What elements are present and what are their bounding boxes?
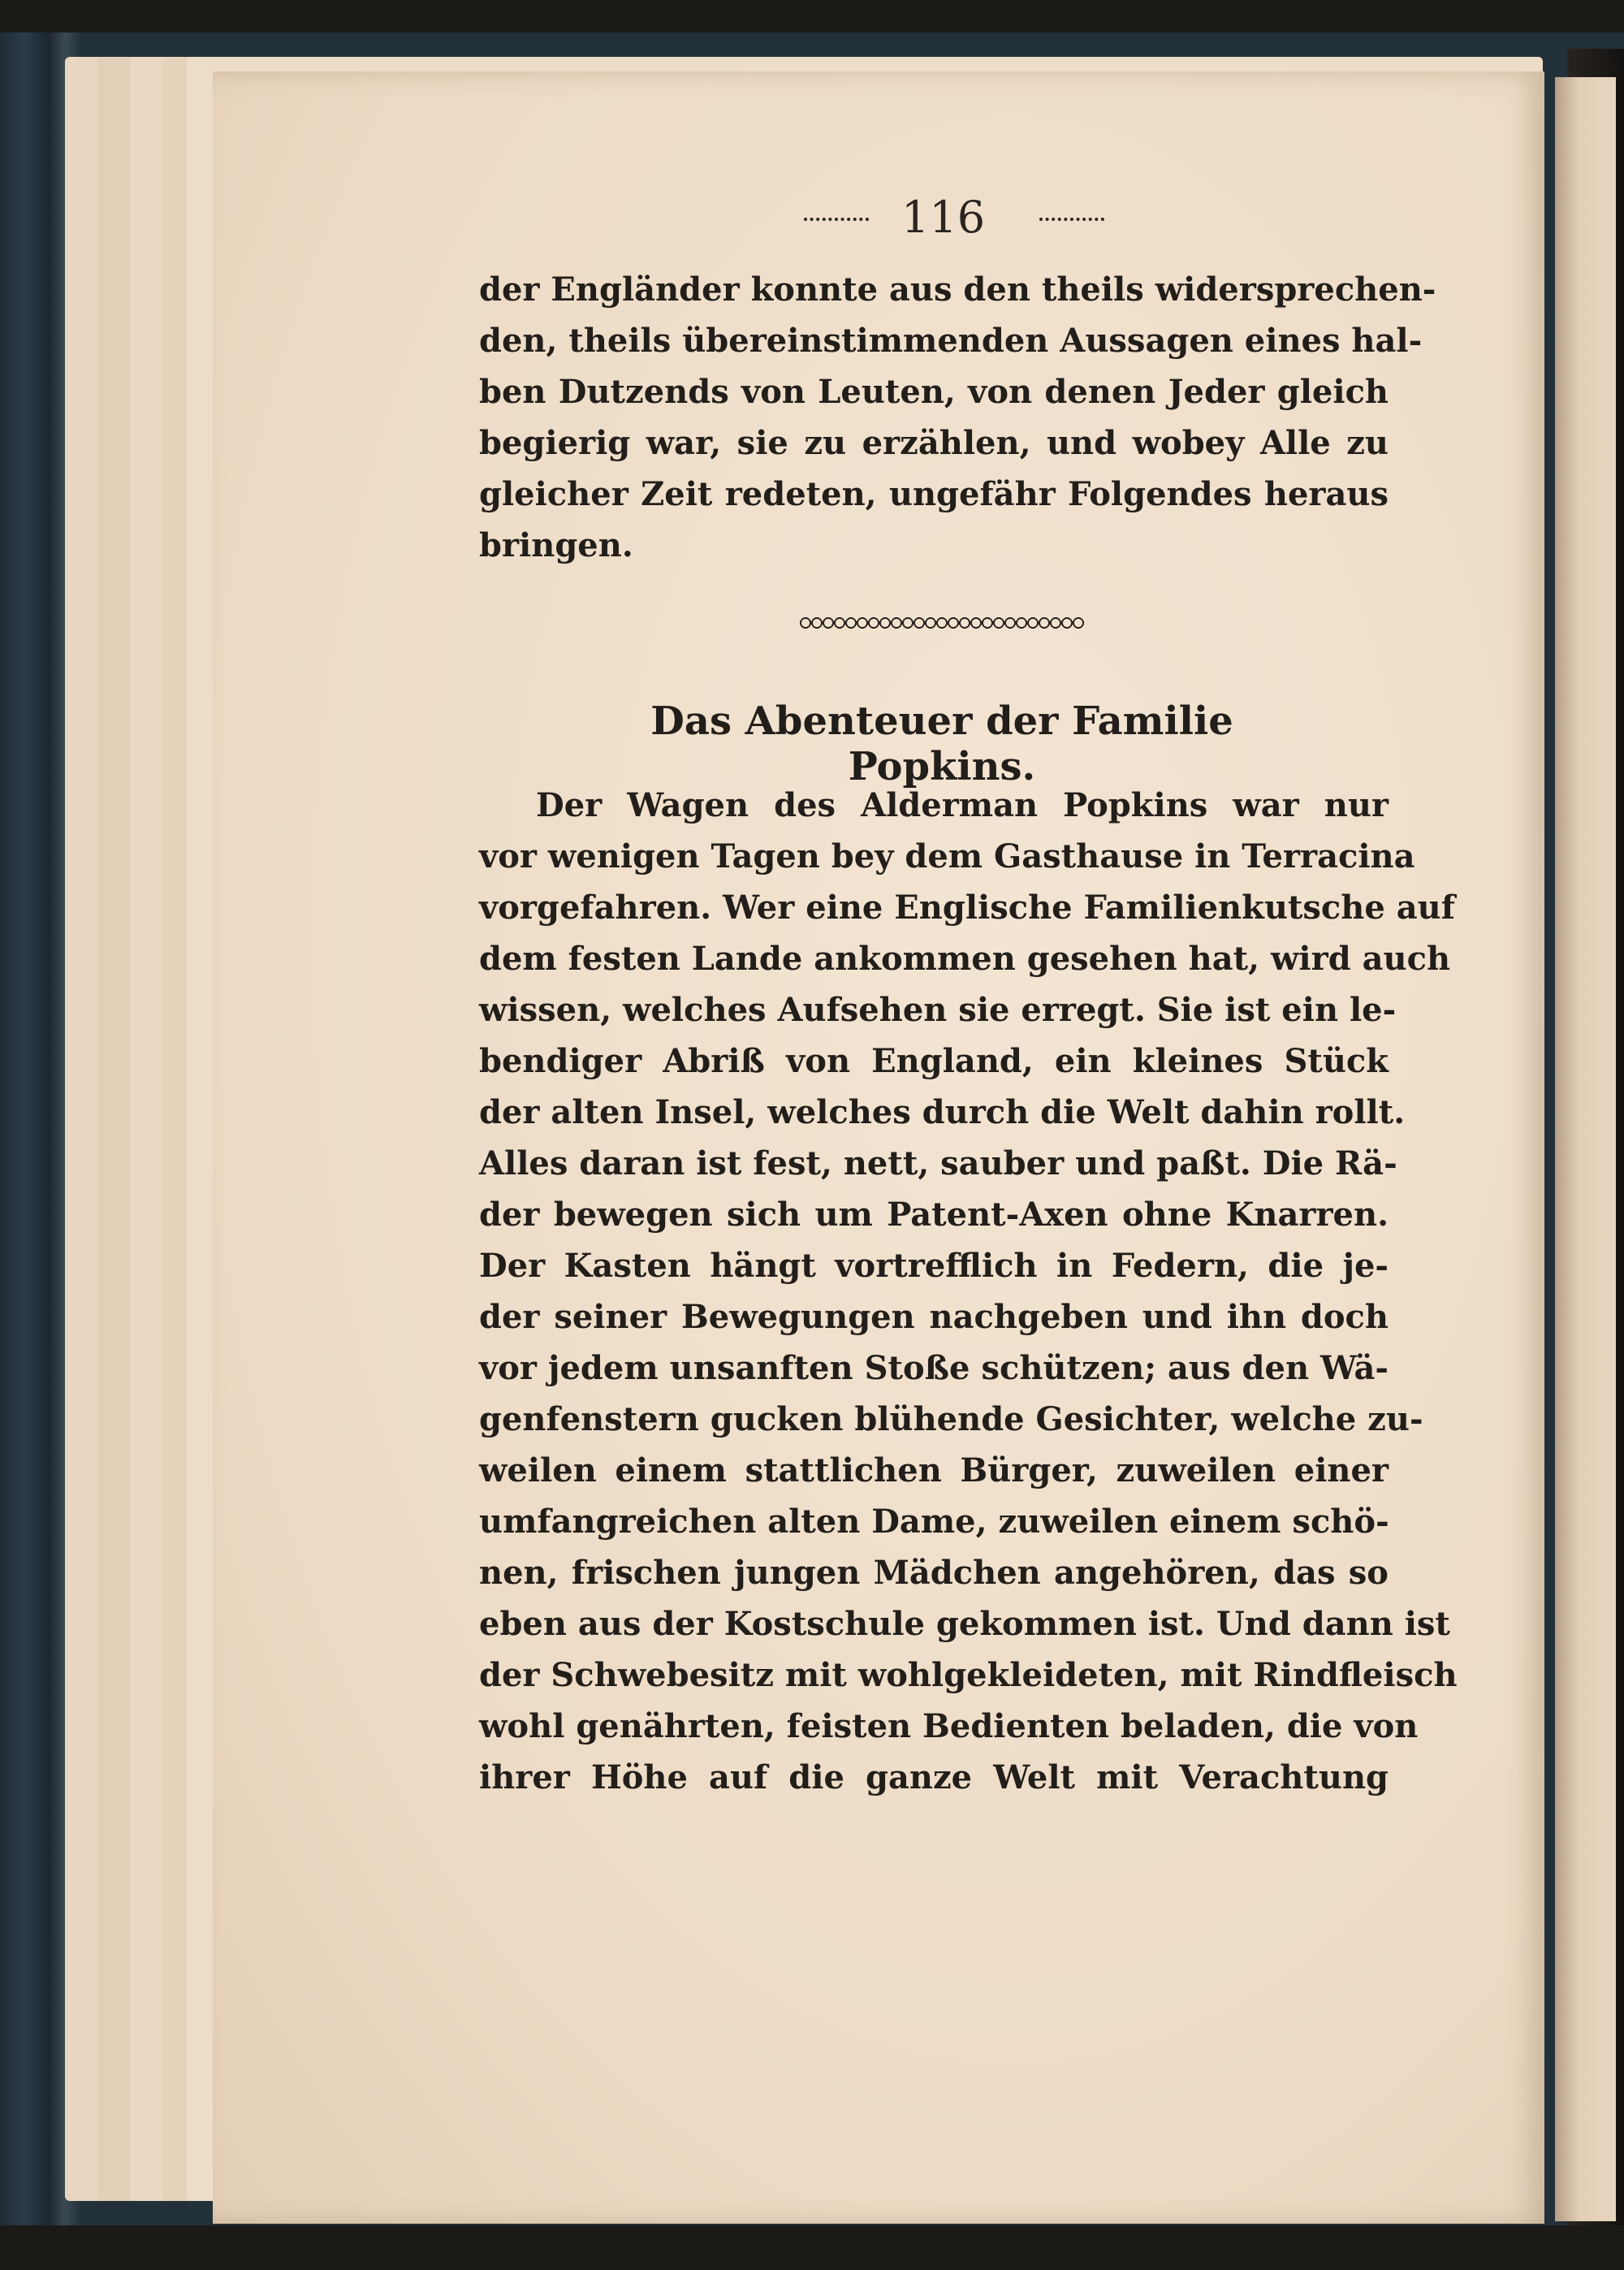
text-line: vor jedem unsanften Stoße schützen; aus den Wä- <box>479 1349 1389 1387</box>
text-line: der bewegen sich um Patent-Axen ohne Knarren. <box>479 1196 1389 1234</box>
intro-paragraph <box>479 264 1436 571</box>
text-line: wissen, welches Aufsehen sie erregt. Sie ist ein le- <box>479 991 1397 1029</box>
body-paragraph <box>479 780 1458 1803</box>
facing-page-edge <box>1555 77 1616 2221</box>
text-line: nen, frischen jungen Mädchen angehören, das so <box>479 1554 1389 1592</box>
text-line: den, theils übereinstimmenden Aussagen eines hal- <box>479 322 1423 360</box>
section-title: Das Abenteuer der Familie Popkins. <box>650 698 1233 789</box>
text-line: der Schwebesitz mit wohlgekleideten, mit Rindfleisch <box>479 1656 1458 1694</box>
header-ornament-left <box>804 218 869 226</box>
text-line: bringen. <box>479 526 633 564</box>
section-divider <box>800 617 1084 629</box>
text-line: bendiger Abriß von England, ein kleines Stück <box>479 1042 1389 1080</box>
text-line: ben Dutzends von Leuten, von denen Jeder gleich <box>479 373 1389 411</box>
text-line: dem festen Lande ankommen gesehen hat, wird auch <box>479 940 1451 978</box>
text-line: vor wenigen Tagen bey dem Gasthause in Terracina <box>479 837 1415 876</box>
text-line: Der Wagen des Alderman Popkins war nur <box>536 786 1389 824</box>
text-line: der Engländer konnte aus den theils widersprechen- <box>479 270 1436 309</box>
text-line: vorgefahren. Wer eine Englische Familienkutsche auf <box>479 889 1455 927</box>
text-line: der seiner Bewegungen nachgeben und ihn doch <box>479 1298 1389 1336</box>
text-line: Der Kasten hängt vortrefflich in Federn, die je- <box>479 1247 1389 1285</box>
text-line: weilen einem stattlichen Bürger, zuweilen einer <box>479 1451 1389 1490</box>
text-line: eben aus der Kostschule gekommen ist. Und dann ist <box>479 1605 1450 1643</box>
text-line: gleicher Zeit redeten, ungefähr Folgendes heraus <box>479 475 1389 513</box>
header-ornament-right <box>1039 218 1104 226</box>
text-line: ihrer Höhe auf die ganze Welt mit Verachtung <box>479 1758 1389 1797</box>
text-line: der alten Insel, welches durch die Welt dahin rollt. <box>479 1093 1406 1131</box>
text-line: Alles daran ist fest, nett, sauber und paßt. Die Rä- <box>479 1144 1397 1183</box>
text-line: wohl genährten, feisten Bedienten beladen, die von <box>479 1707 1419 1745</box>
text-line: genfenstern gucken blühende Gesichter, welche zu- <box>479 1400 1423 1438</box>
text-line: begierig war, sie zu erzählen, und wobey Alle zu <box>479 424 1389 462</box>
text-line: umfangreichen alten Dame, zuweilen einem schö- <box>479 1503 1389 1541</box>
page-number: 116 <box>901 192 986 243</box>
